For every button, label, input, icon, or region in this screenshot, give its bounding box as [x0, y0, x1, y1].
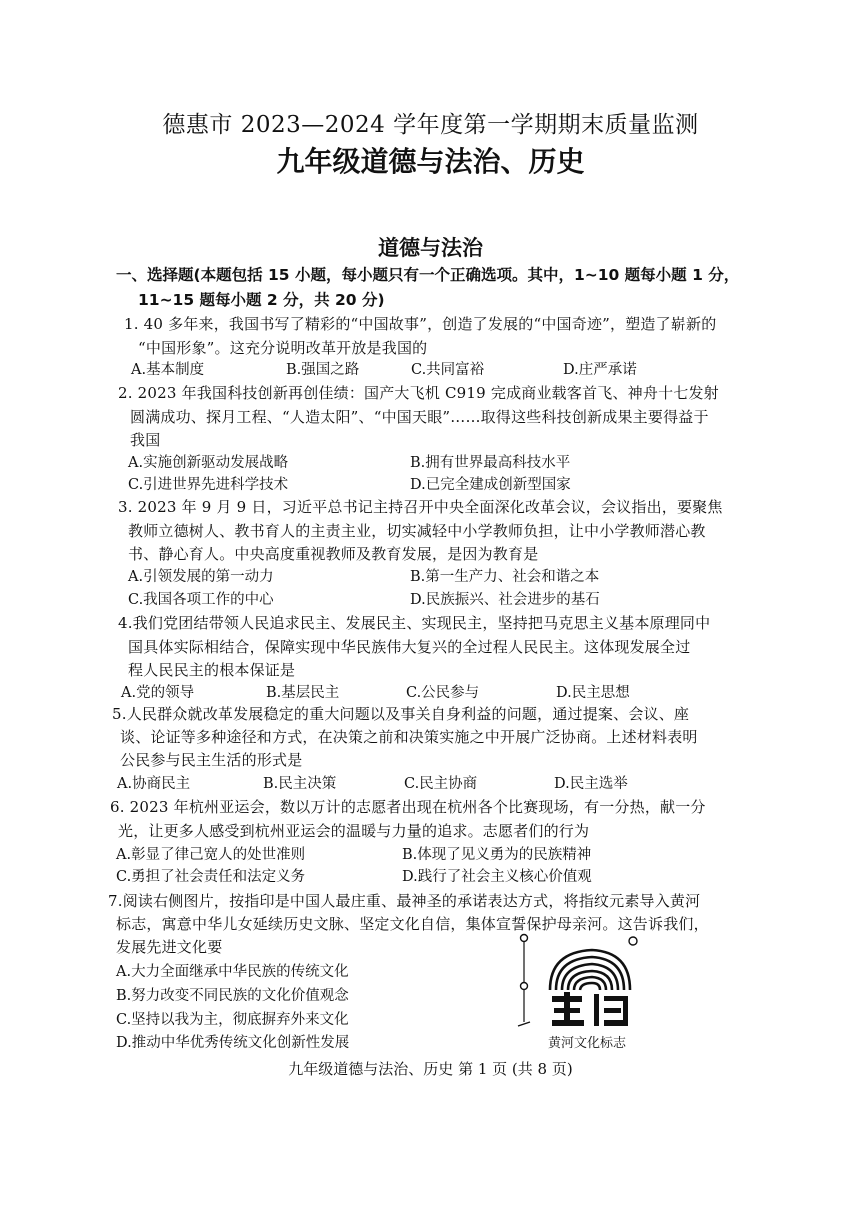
- option-d: D.民主选举: [554, 776, 628, 792]
- question-stem-line: 程人民民主的根本保证是: [128, 661, 296, 679]
- question-stem-line: 2. 2023 年我国科技创新再创佳绩：国产大飞机 C919 完成商业载客首飞、神舟十七发射: [118, 384, 719, 402]
- section-title: 道德与法治: [378, 236, 483, 260]
- option-c: C.民主协商: [404, 776, 478, 792]
- option-c: C.勇担了社会责任和法定义务: [116, 869, 306, 885]
- option-a: A.党的领导: [121, 685, 195, 701]
- option-a: A.彰显了律己宽人的处世准则: [116, 847, 306, 863]
- question-stem-line: 我国: [130, 431, 161, 449]
- question-stem-line: 教师立德树人、教书育人的主责主业，切实减轻中小学教师负担，让中小学教师潜心教: [128, 522, 706, 540]
- logo-caption: 黄河文化标志: [548, 1036, 627, 1051]
- page-footer: 九年级道德与法治、历史 第 1 页 (共 8 页): [288, 1060, 573, 1078]
- option-b: B.民主决策: [263, 776, 337, 792]
- yellow-river-logo: [512, 932, 652, 1054]
- question-stem-line: 书、静心育人。中央高度重视教师及教育发展，是因为教育是: [128, 545, 539, 563]
- option-b: B.拥有世界最高科技水平: [410, 455, 571, 471]
- option-c: C.公民参与: [406, 685, 480, 701]
- question-stem-line: “中国形象”。这充分说明改革开放是我国的: [138, 339, 428, 357]
- question-stem-line: 光，让更多人感受到杭州亚运会的温暖与力量的追求。志愿者们的行为: [118, 822, 590, 840]
- option-c: C.共同富裕: [411, 362, 485, 378]
- option-c: C.引进世界先进科学技术: [128, 477, 289, 493]
- option-d: D.庄严承诺: [563, 362, 637, 378]
- question-stem-line: 5.人民群众就改革发展稳定的重大问题以及事关自身利益的问题，通过提案、会议、座: [112, 705, 690, 723]
- question-stem-line: 发展先进文化要: [116, 938, 223, 956]
- option-b: B.体现了见义勇为的民族精神: [402, 847, 592, 863]
- question-stem-line: 4.我们党团结带领人民追求民主、发展民主、实现民主，坚持把马克思主义基本原理同中: [118, 614, 711, 632]
- exam-title-line1: 德惠市 2023—2024 学年度第一学期期末质量监测: [162, 112, 699, 138]
- question-stem-line: 1. 40 多年来，我国书写了精彩的“中国故事”，创造了发展的“中国奇迹”，塑造了崭新的: [124, 315, 717, 333]
- option-a: A.实施创新驱动发展战略: [128, 455, 289, 471]
- option-a: A.基本制度: [131, 362, 205, 378]
- question-stem-line: 谈、论证等多种途径和方式，在决策之前和决策实施之中开展广泛协商。上述材料表明: [120, 728, 698, 746]
- instructions-line1: 一、选择题(本题包括 15 小题，每小题只有一个正确选项。其中，1~10 题每小题 1 分，: [116, 266, 740, 284]
- question-stem-line: 圆满成功、探月工程、“人造太阳”、“中国天眼”……取得这些科技创新成果主要得益于: [130, 408, 709, 426]
- option-a: A.大力全面继承中华民族的传统文化: [116, 964, 349, 980]
- option-d: D.民主思想: [556, 685, 630, 701]
- fingerprint-icon: [512, 932, 652, 1032]
- option-b: B.强国之路: [286, 362, 360, 378]
- question-stem-line: 3. 2023 年 9 月 9 日，习近平总书记主持召开中央全面深化改革会议，会议指出，要聚焦: [118, 498, 723, 516]
- option-c: C.我国各项工作的中心: [128, 592, 274, 608]
- option-d: D.民族振兴、社会进步的基石: [410, 592, 600, 608]
- option-d: D.践行了社会主义核心价值观: [402, 869, 592, 885]
- question-stem-line: 标志，寓意中华儿女延续历史文脉、坚定文化自信，集体宣誓保护母亲河。这告诉我们，: [116, 915, 709, 933]
- option-b: B.努力改变不同民族的文化价值观念: [116, 988, 349, 1004]
- option-d: D.已完全建成创新型国家: [410, 477, 571, 493]
- question-stem-line: 7.阅读右侧图片，按指印是中国人最庄重、最神圣的承诺表达方式，将指纹元素导入黄河: [108, 892, 701, 910]
- question-stem-line: 公民参与民主生活的形式是: [120, 751, 303, 769]
- option-a: A.引领发展的第一动力: [128, 569, 274, 585]
- option-a: A.协商民主: [117, 776, 191, 792]
- option-d: D.推动中华优秀传统文化创新性发展: [116, 1035, 350, 1051]
- instructions-line2: 11~15 题每小题 2 分，共 20 分): [138, 291, 385, 309]
- question-stem-line: 6. 2023 年杭州亚运会，数以万计的志愿者出现在杭州各个比赛现场，有一分热，献一分: [110, 798, 706, 816]
- option-c: C.坚持以我为主，彻底摒弃外来文化: [116, 1012, 349, 1028]
- option-b: B.第一生产力、社会和谐之本: [410, 569, 600, 585]
- question-stem-line: 国具体实际相结合，保障实现中华民族伟大复兴的全过程人民民主。这体现发展全过: [128, 638, 691, 656]
- option-b: B.基层民主: [266, 685, 340, 701]
- exam-title-line2: 九年级道德与法治、历史: [276, 145, 585, 178]
